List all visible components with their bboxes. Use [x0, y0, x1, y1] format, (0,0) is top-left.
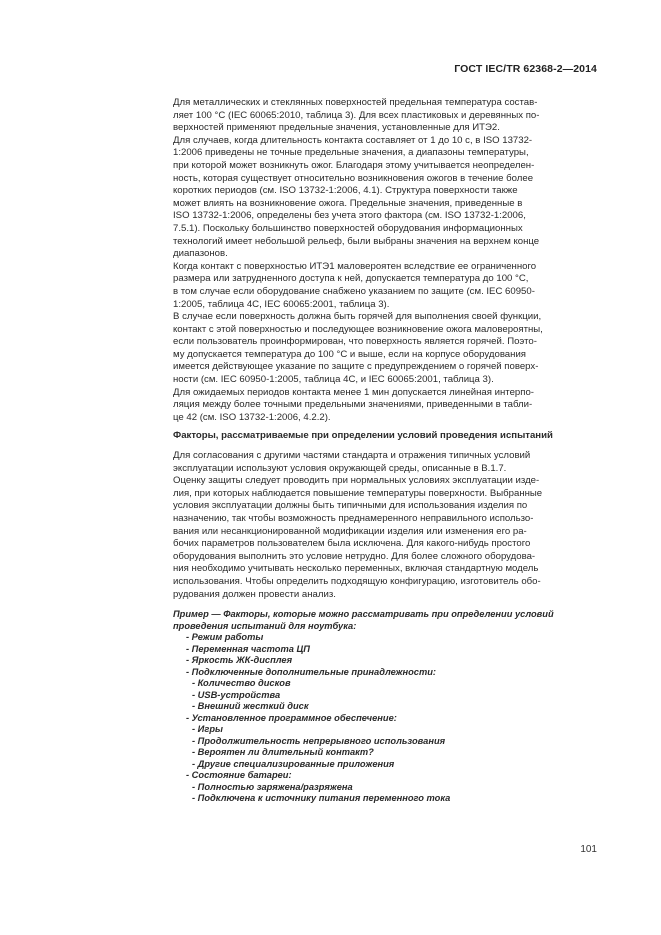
example-list-item: - Режим работы: [186, 632, 264, 643]
body-paragraph: [173, 135, 598, 261]
text-line: Оценку защиты следует проводить при нормальных условиях эксплуатации изде-: [173, 475, 540, 487]
body-paragraph: [173, 450, 598, 475]
text-line: В случае если поверхность должна быть горячей для выполнения своей функции,: [173, 311, 542, 323]
text-line: при которой может возникнуть ожог. Благодаря этому учитывается неопределен-: [173, 159, 535, 171]
example-intro-line: проведения испытаний для ноутбука:: [173, 620, 357, 631]
text-line: ляция между более точными предельными значениями, приведенными в табли-: [173, 399, 533, 411]
text-line: ность, которая существует относительно возникновения ожогов в течение более: [173, 172, 534, 184]
body-paragraph: [173, 475, 598, 601]
text-line: технологий имеет небольшой рельеф, были выбраны значения на верхнем конце: [173, 235, 540, 247]
example-list-item: - Подключенные дополнительные принадлежности:: [186, 666, 437, 677]
text-line: эксплуатации используют условия окружающей среды, описанные в В.1.7.: [173, 462, 507, 474]
example-list-item: - Подключена к источнику питания переменного тока: [192, 793, 451, 804]
text-line: размера или затрудненного доступа к ней, допускается температура до 100 °С,: [173, 273, 529, 285]
text-line: Для металлических и стеклянных поверхностей предельная температура состав-: [173, 97, 538, 108]
body-paragraph: [173, 387, 598, 425]
text-line: диапазонов.: [173, 248, 228, 260]
body-text-bottom: [173, 450, 598, 601]
body-paragraph: [173, 97, 598, 135]
text-line: лия, при которых наблюдается повышение температуры поверхности. Выбранные: [173, 487, 543, 499]
text-line: в том случае если оборудование снабжено указанием по защите (см. IEC 60950-: [173, 285, 535, 297]
text-line: му допускается температура до 100 °С и выше, если на корпусе оборудования: [173, 348, 526, 360]
example-list-item: - Состояние батареи:: [186, 770, 292, 781]
page-number: 101: [580, 844, 597, 855]
example-block: [173, 609, 598, 805]
text-line: 7.5.1). Поскольку большинство поверхностей оборудования информационных: [173, 222, 523, 234]
body-paragraph: [173, 311, 598, 387]
text-line: условия эксплуатации должны быть типичными для использования изделия по: [173, 500, 528, 512]
example-list-item: - Полностью заряжена/разряжена: [192, 781, 353, 792]
text-line: Когда контакт с поверхностью ИТЭ1 маловероятен вследствие ее ограниченного: [173, 260, 537, 272]
example-list-item: - Яркость ЖК-дисплея: [186, 655, 293, 666]
spacer: [173, 601, 598, 609]
text-line: использования. Чтобы определить подходящую конфигурацию, изготовитель обо-: [173, 575, 541, 587]
text-line: 1:2005, таблица 4С, IEC 60065:2001, таблица 3).: [173, 298, 390, 310]
text-line: коротких периодов (см. ISO 13732-1:2006, 4.1). Структура поверхности также: [173, 185, 518, 197]
example-list-item: - Установленное программное обеспечение:: [186, 712, 397, 723]
body-paragraph: [173, 261, 598, 311]
text-line: це 42 (см. ISO 13732-1:2006, 4.2.2).: [173, 411, 331, 423]
text-line: Для согласования с другими частями стандарта и отражения типичных условий: [173, 450, 531, 462]
section-heading: Факторы, рассматриваемые при определении условий проведения испытаний: [173, 430, 553, 442]
text-line: Для случаев, когда длительность контакта составляет от 1 до 10 с, в ISO 13732-: [173, 134, 533, 146]
text-line: рудования должен провести анализ.: [173, 588, 336, 600]
text-line: ности (см. IEC 60950-1:2005, таблица 4С, и IEC 60065:2001, таблица 3).: [173, 374, 494, 386]
text-line: оборудования выполнить это условие нетрудно. Для более сложного оборудова-: [173, 550, 536, 562]
example-list-item: - Внешний жесткий диск: [192, 701, 309, 712]
example-intro-line: Пример — Факторы, которые можно рассматривать при определении условий: [173, 609, 554, 620]
text-line: ляет 100 °С (IEC 60065:2010, таблица 3). Для всех пластиковых и деревянных по-: [173, 109, 540, 121]
example-list-item: - Игры: [192, 724, 223, 735]
text-line: может влиять на возникновение ожога. Предельные значения, приведенные в: [173, 197, 523, 209]
text-line: имеется действующее указание по защите с предупреждением о горячей поверх-: [173, 361, 539, 373]
text-line: 1:2006 приведены не точные предельные значения, а диапазоны температуры,: [173, 147, 529, 159]
text-line: Для ожидаемых периодов контакта менее 1 мин допускается линейная интерпо-: [173, 386, 534, 398]
example-list-item: - USB-устройства: [192, 689, 281, 700]
example-list-item: - Переменная частота ЦП: [186, 643, 310, 654]
text-line: ния необходимо учитывать несколько переменных, включая стандартную модель: [173, 563, 539, 575]
example-list-item: - Другие специализированные приложения: [192, 758, 395, 769]
body-text-top: [173, 97, 598, 424]
text-line: если пользователь проинформирован, что поверхность является горячей. Поэто-: [173, 336, 537, 348]
text-line: верхностей применяют предельные значения, установленные для ИТЭ2.: [173, 122, 500, 134]
text-line: ISO 13732-1:2006, определены без учета этого фактора (см. ISO 13732-1:2006,: [173, 210, 526, 222]
text-line: контакт с этой поверхностью и последующее возникновение ожога маловероятны,: [173, 323, 543, 335]
example-list-item: - Продолжительность непрерывного использования: [192, 735, 446, 746]
example-list-item: - Количество дисков: [192, 678, 291, 689]
example-list-item: - Вероятен ли длительный контакт?: [192, 747, 374, 758]
text-line: бочих параметров пользователем была исключена. Для какого-нибудь простого: [173, 538, 531, 550]
page-header: ГОСТ IEC/TR 62368-2—2014: [454, 63, 597, 75]
page-content: [173, 97, 598, 805]
text-line: вания или несанкционированной модификации изделия или изменения его ра-: [173, 525, 527, 537]
text-line: назначению, так чтобы возможность преднамеренного неправильного использо-: [173, 513, 534, 524]
